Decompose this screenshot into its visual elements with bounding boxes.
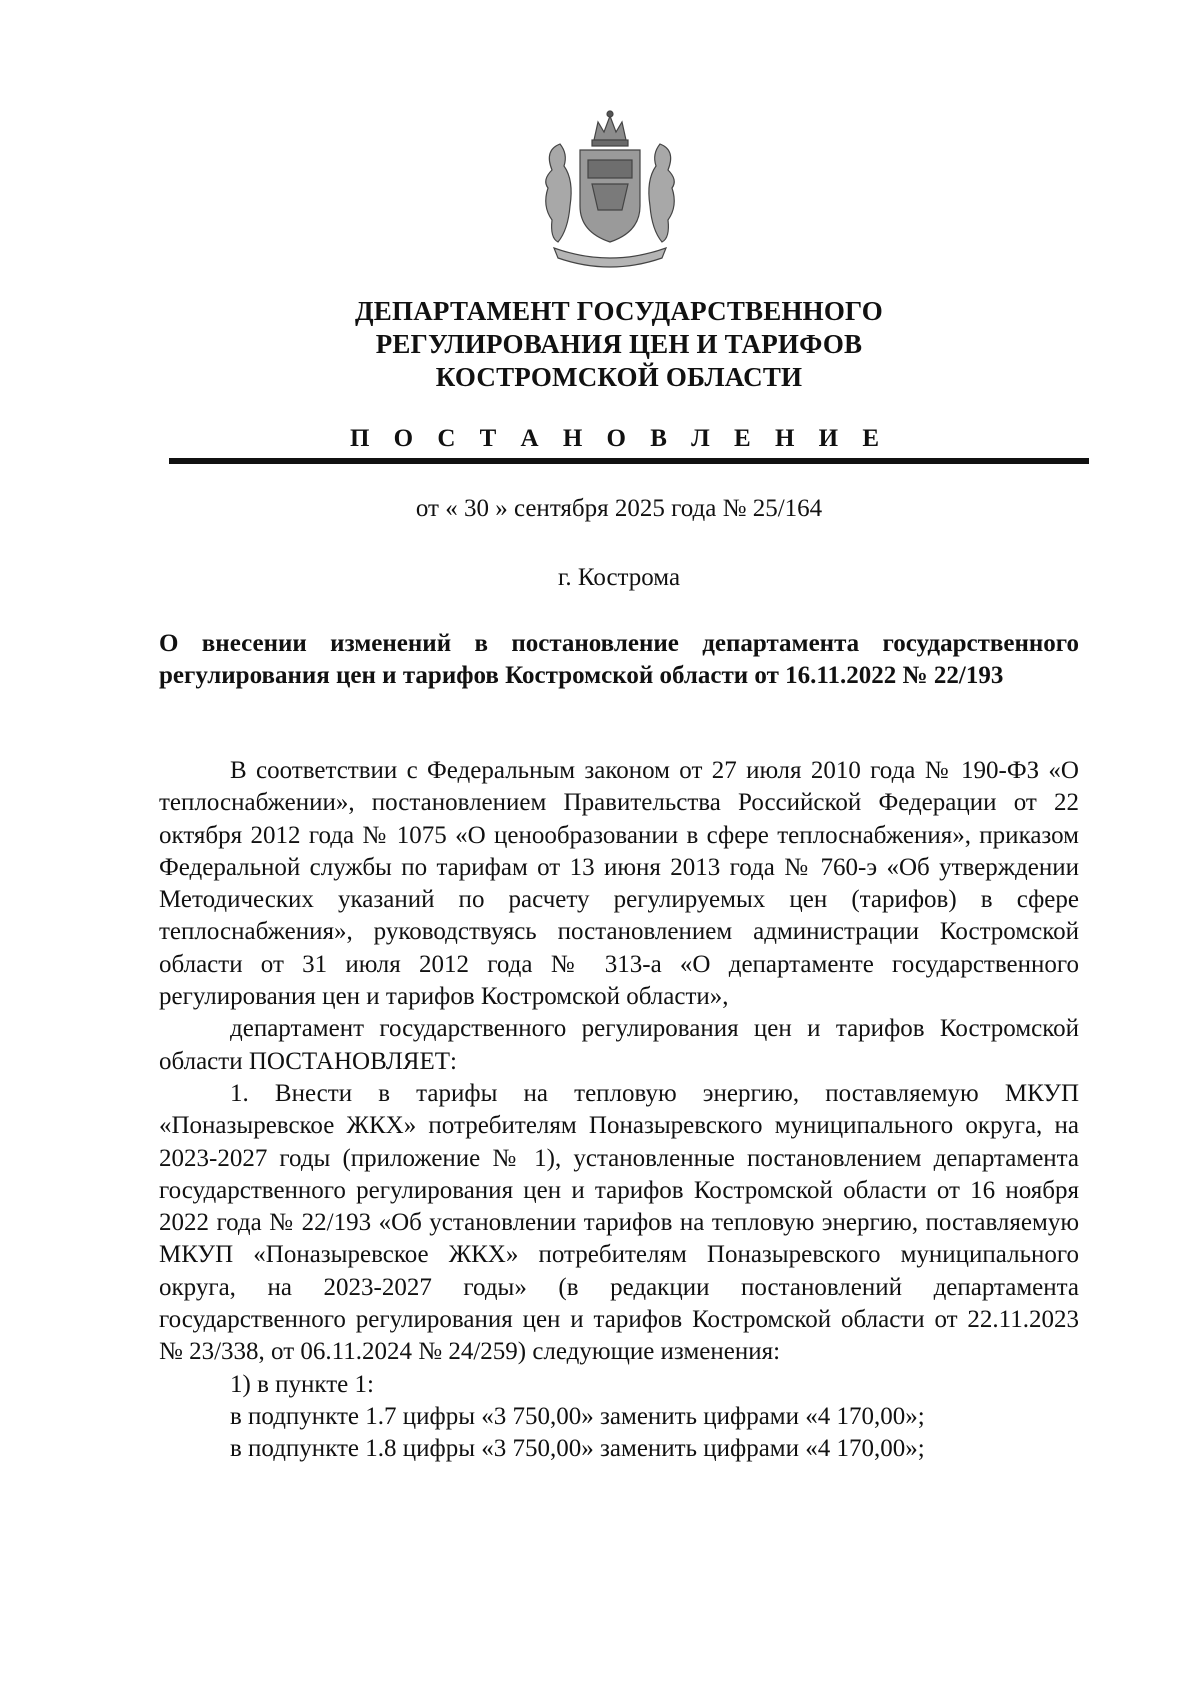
paragraph-resolves: департамент государственного регулирования цен и тарифов Костромской области ПОСТАНОВЛЯЕТ: bbox=[159, 1015, 1079, 1075]
paragraph-subpoint-1-8: в подпункте 1.8 цифры «3 750,00» заменить цифрами «4 170,00»; bbox=[230, 1435, 925, 1463]
document-subject: О внесении изменений в постановление департамента государственного регулирования цен и тарифов Костромской области от 16.11.2022 № 22/193 bbox=[159, 630, 1079, 689]
document-type-title: П О С Т А Н О В Л Е Н И Е bbox=[349, 425, 889, 452]
paragraph-subitem-1: 1) в пункте 1: bbox=[230, 1370, 374, 1398]
document-city: г. Кострома bbox=[557, 564, 681, 591]
document-body bbox=[159, 755, 1079, 1466]
issuing-authority-header bbox=[0, 295, 1200, 394]
document-date-number: от « 30 » сентября 2025 года № 25/164 bbox=[415, 495, 823, 522]
header-line-1: ДЕПАРТАМЕНТ ГОСУДАРСТВЕННОГО bbox=[355, 296, 883, 326]
header-line-3: КОСТРОМСКОЙ ОБЛАСТИ bbox=[435, 362, 803, 392]
paragraph-item-1: 1. Внести в тарифы на тепловую энергию, поставляемую МКУП «Поназыревское ЖКХ» потребителям Поназыревского муниципального округа, на 2023-2027 годы (приложение № 1), установленные постановлением департамента государственного регулирования цен и тарифов Костромской области от 16 ноября 2022 года № 22/193 «Об установлении тарифов на тепловую энергию, поставляемую МКУП «Поназыревское ЖКХ» потребителям Поназыревского муниципального округа, на 2023-2027 годы» (в редакции постановлений департамента государственного регулирования цен и тарифов Костромской области от 22.11.2023 № 23/338, от 06.11.2024 № 24/259) следующие изменения: bbox=[159, 1079, 1079, 1366]
paragraph-subpoint-1-7: в подпункте 1.7 цифры «3 750,00» заменить цифрами «4 170,00»; bbox=[230, 1402, 925, 1430]
header-divider bbox=[169, 458, 1089, 464]
paragraph-preamble: В соответствии с Федеральным законом от 27 июля 2010 года № 190-ФЗ «О теплоснабжении», постановлением Правительства Российской Федерации от 22 октября 2012 года № 1075 «О ценообразовании в сфере теплоснабжения», приказом Федеральной службы по тарифам от 13 июня 2013 года № 760-э «Об утверждении Методических указаний по расчету регулируемых цен (тарифов) в сфере теплоснабжения», руководствуясь постановлением администрации Костромской области от 31 июля 2012 года № 313-а «О департаменте государственного регулирования цен и тарифов Костромской области», bbox=[159, 757, 1079, 1011]
coat-of-arms-emblem bbox=[534, 110, 686, 272]
header-line-2: РЕГУЛИРОВАНИЯ ЦЕН И ТАРИФОВ bbox=[375, 329, 863, 359]
